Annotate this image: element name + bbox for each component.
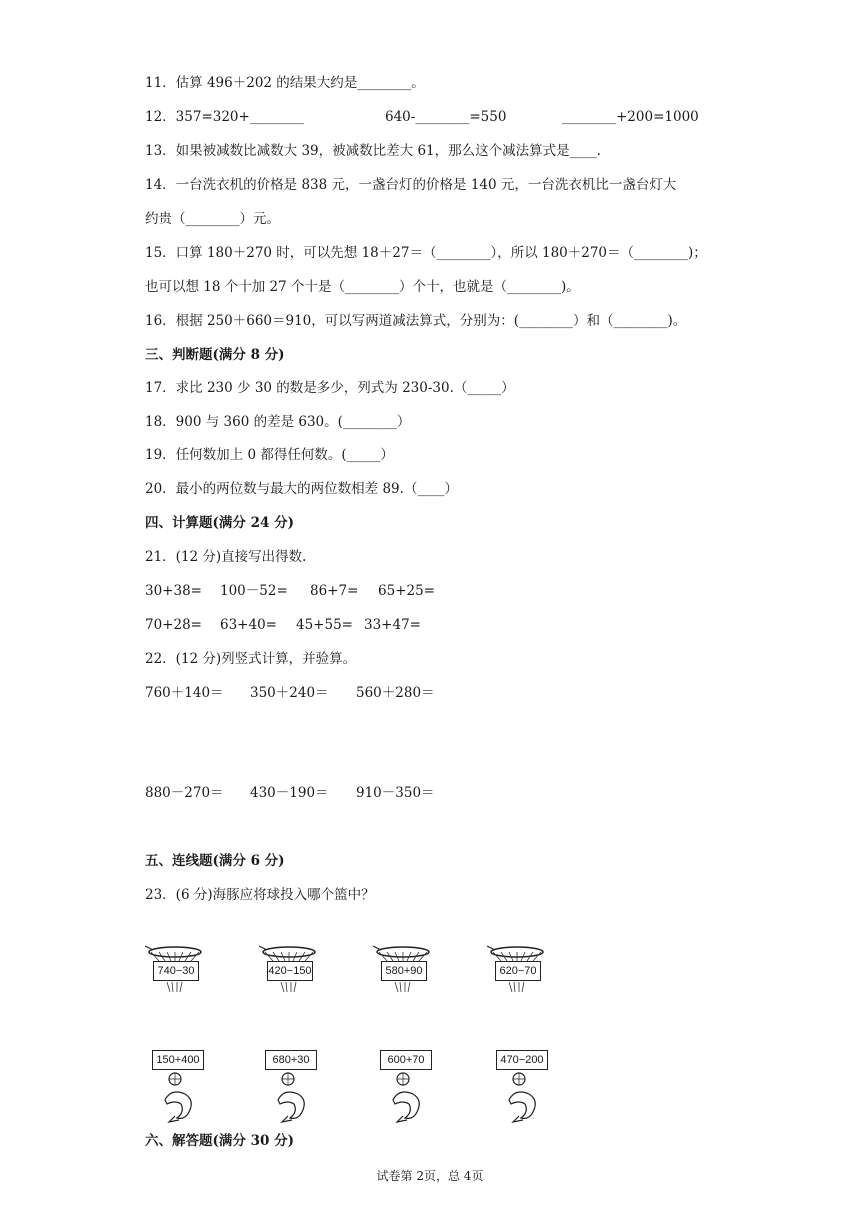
basket-label: 420−150 [267, 961, 313, 981]
dolphin [147, 1050, 207, 1125]
basket [373, 944, 433, 996]
q21-item: 33+47= [364, 617, 421, 633]
question-22: 22．(12 分)列竖式计算，并验算。 [145, 651, 357, 667]
question-23: 23．(6 分)海豚应将球投入哪个篮中？ [145, 887, 375, 903]
question-12a: 12．357=320+________ [145, 109, 304, 125]
dolphin-label: 680+30 [265, 1050, 317, 1070]
basket-label: 740−30 [153, 961, 199, 981]
dolphin-label: 600+70 [380, 1050, 432, 1070]
q22-item: 560＋280＝ [356, 685, 435, 701]
question-14-line1: 14．一台洗衣机的价格是 838 元，一盏台灯的价格是 140 元，一台洗衣机比一盏台灯大 [145, 177, 677, 193]
question-16: 16．根据 250＋660＝910，可以写两道减法算式，分别为：(________）和（________)。 [145, 313, 687, 329]
question-15-line1: 15．口算 180＋270 时，可以先想 18＋27＝（________），所以 180＋270＝（________)； [145, 245, 707, 261]
dolphin-icon [268, 1070, 314, 1124]
q21-item: 86+7= [310, 583, 359, 599]
dolphin [260, 1050, 320, 1125]
question-15-line2: 也可以想 18 个十加 27 个十是（________）个十，也就是（________)。 [145, 279, 580, 295]
basket [259, 944, 319, 996]
section-3-heading: 三、判断题(满分 8 分) [145, 347, 285, 363]
basket [145, 944, 205, 996]
dolphin [491, 1050, 551, 1125]
dolphin-icon [383, 1070, 429, 1124]
dolphin-icon [155, 1070, 201, 1124]
question-21: 21．(12 分)直接写出得数. [145, 549, 307, 565]
dolphin-label: 470−200 [496, 1050, 548, 1070]
q21-item: 70+28= [145, 617, 202, 633]
question-17: 17．求比 230 少 30 的数是多少，列式为 230-30.（_____） [145, 380, 515, 396]
question-12b: 640-________=550 [385, 109, 507, 125]
q21-item: 100－52= [220, 583, 288, 599]
page-footer: 试卷第 2页，总 4页 [376, 1169, 484, 1183]
question-13: 13．如果被减数比减数大 39，被减数比差大 61，那么这个减法算式是____. [145, 143, 601, 159]
question-19: 19．任何数加上 0 都得任何数。(_____） [145, 447, 394, 463]
q22-item: 760＋140＝ [145, 685, 224, 701]
q22-item: 350＋240＝ [250, 685, 329, 701]
question-11: 11．估算 496＋202 的结果大约是________。 [145, 75, 425, 91]
section-6-heading: 六、解答题(满分 30 分) [145, 1133, 294, 1149]
basket-label: 620−70 [495, 961, 541, 981]
dolphin [375, 1050, 435, 1125]
section-5-heading: 五、连线题(满分 6 分) [145, 853, 285, 869]
dolphin-label: 150+400 [152, 1050, 204, 1070]
question-14-line2: 约贵（________）元。 [145, 211, 280, 227]
dolphin-icon [499, 1070, 545, 1124]
q22-item: 910－350＝ [356, 785, 435, 801]
section-4-heading: 四、计算题(满分 24 分) [145, 515, 294, 531]
basket-label: 580+90 [381, 961, 427, 981]
question-20: 20．最小的两位数与最大的两位数相差 89.（____） [145, 481, 458, 497]
q22-item: 880－270＝ [145, 785, 224, 801]
q21-item: 63+40= [220, 617, 277, 633]
basket [487, 944, 547, 996]
q22-item: 430－190＝ [250, 785, 329, 801]
q21-item: 30+38= [145, 583, 202, 599]
question-12c: ________+200=1000 [562, 109, 699, 125]
q21-item: 65+25= [378, 583, 435, 599]
q21-item: 45+55= [296, 617, 353, 633]
question-18: 18．900 与 360 的差是 630。(________） [145, 414, 411, 430]
